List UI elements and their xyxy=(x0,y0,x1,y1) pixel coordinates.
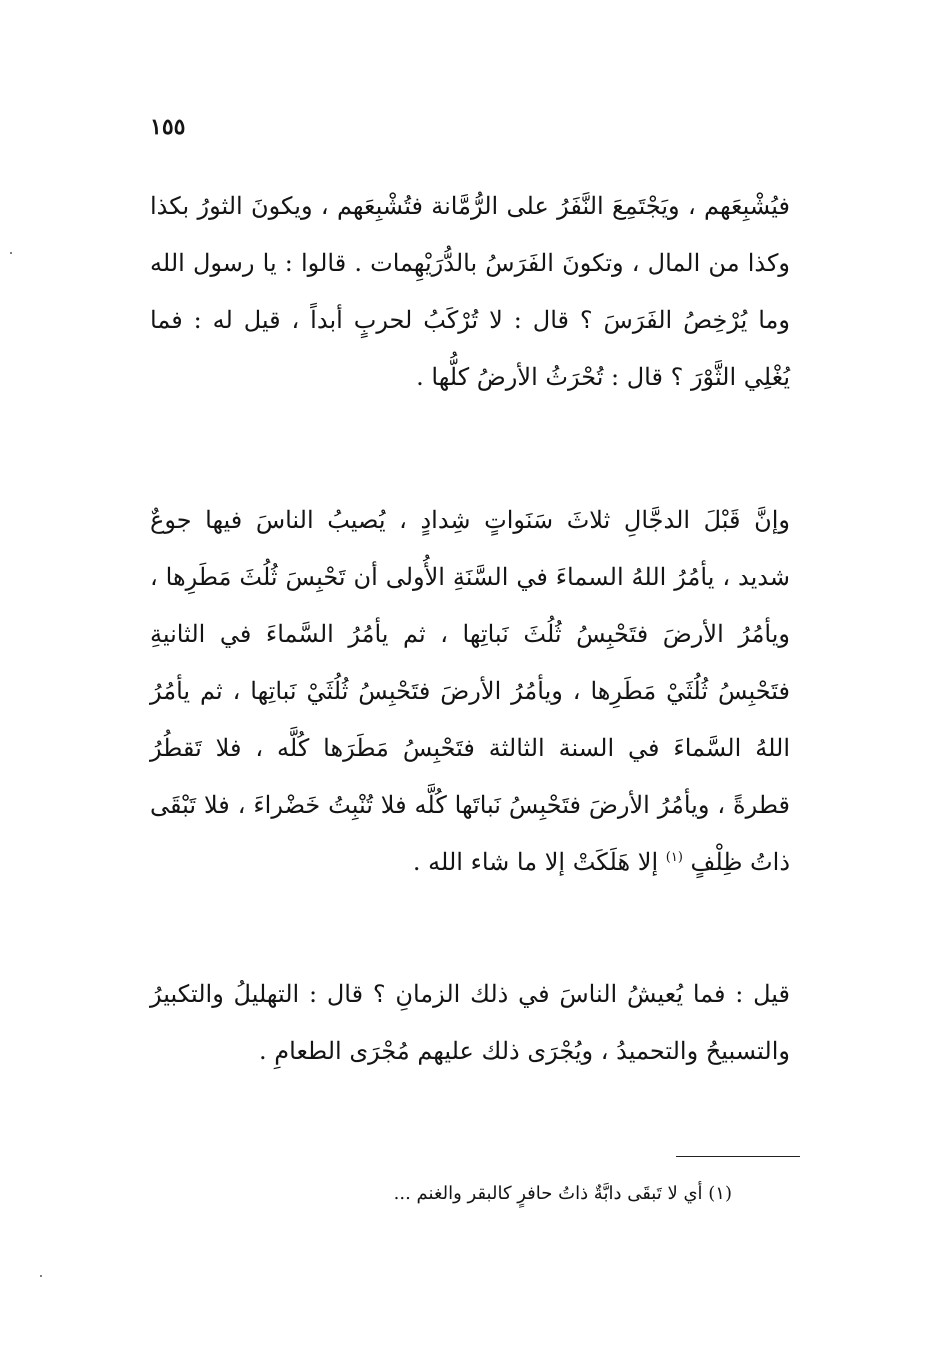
paragraph-1 xyxy=(150,178,790,406)
paragraph-1-text: فيُشْبِعَهم ، ويَجْتَمِعَ النَّفَرُ على الرُّمَّانة فتُشْبِعَهم ، ويكونَ الثورُ بكذا وكذا من المال ، وتكونَ الفَرَسُ بالدُّرَيْهِمات . قالوا : يا رسول الله وما يُرْخِصُ الفَرَسَ ؟ قال : لا تُرْكَبُ لحربٍ أبداً ، قيل له : فما يُغْلِي الثَّوْرَ ؟ قال : تُحْرَثُ الأرضُ كلُّها . xyxy=(150,192,790,391)
footnote-reference-marker: (١) xyxy=(665,850,683,865)
paragraph-2-text xyxy=(150,492,790,891)
scan-speck xyxy=(40,1275,42,1277)
footnote-divider xyxy=(676,1156,800,1157)
paragraph-2-tail: إلا هَلَكَتْ إلا ما شاء الله . xyxy=(412,848,659,876)
footnote: (١) أي لا تَبقَى دابَّةٌ ذاتُ حافرٍ كالبقر والغنم ... xyxy=(393,1183,732,1204)
paragraph-3 xyxy=(150,966,790,1080)
page-number: ١٥٥ xyxy=(150,114,186,140)
scan-speck xyxy=(10,252,12,254)
paragraph-2-body: وإنَّ قَبْلَ الدجَّالِ ثلاثَ سَنَواتٍ شِدادٍ ، يُصيبُ الناسَ فيها جوعٌ شديد ، يأمُرُ اللهُ السماءَ في السَّنَةِ الأُولى أن تَحْبِسَ ثُلُثَ مَطَرِها ، ويأمُرُ الأرضَ فتَحْبِسُ ثُلُثَ نَباتِها ، ثم يأمُرُ السَّماءَ في الثانيةِ فتَحْبِسُ ثُلُثَيْ مَطَرِها ، ويأمُرُ الأرضَ فتَحْبِسُ ثُلُثَيْ نَباتِها ، ثم يأمُرُ اللهُ السَّماءَ في السنة الثالثة فتَحْبِسُ مَطَرَها كُلَّه ، فلا تَقطُرُ قطرةً ، ويأمُرُ الأرضَ فتَحْبِسُ نَباتَها كُلَّه فلا تُنْبِتُ خَضْراءَ ، فلا تَبْقَى ذاتُ ظِلْفٍ xyxy=(150,506,790,876)
paragraph-3-text: قيل : فما يُعيشُ الناسَ في ذلك الزمانِ ؟ قال : التهليلُ والتكبيرُ والتسبيحُ والتحميدُ ، ويُجْرَى ذلك عليهم مُجْرَى الطعامِ . xyxy=(150,980,790,1065)
paragraph-2 xyxy=(150,492,790,891)
